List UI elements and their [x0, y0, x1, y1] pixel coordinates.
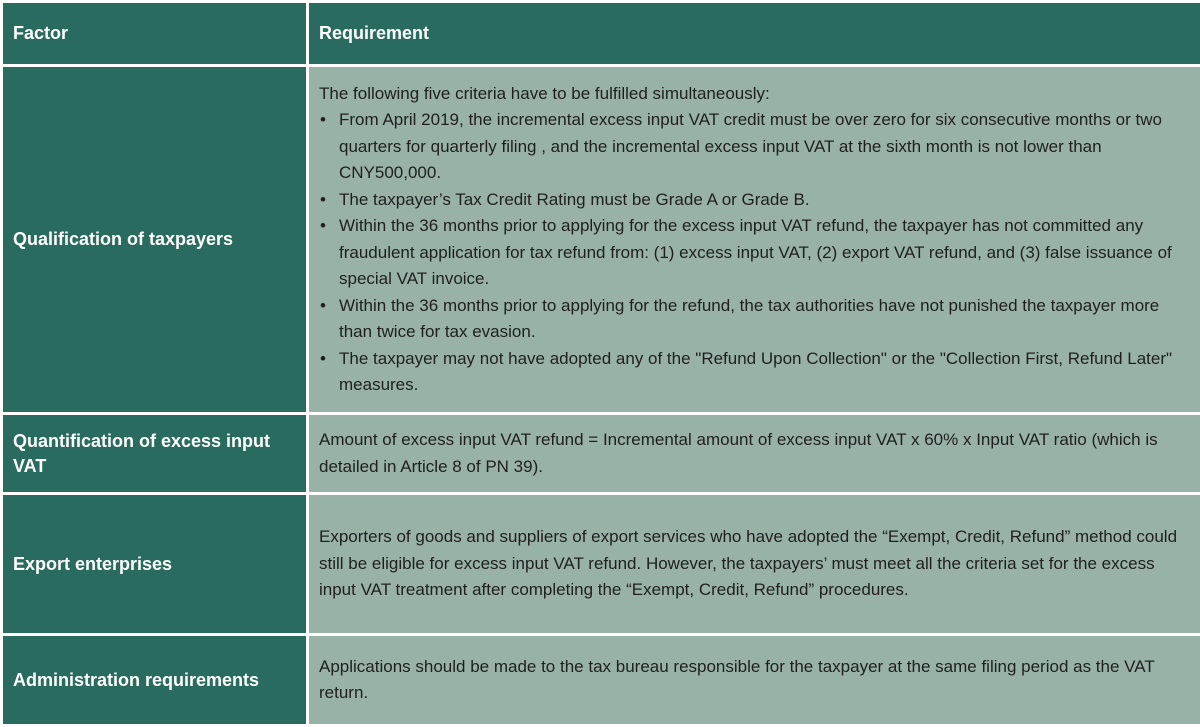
criteria-intro: The following five criteria have to be fulfilled simultaneously:: [319, 81, 1188, 108]
table-row: [2, 635, 1200, 726]
requirement-cell: Applications should be made to the tax bureau responsible for the taxpayer at the same filing period as the VAT return.: [308, 635, 1200, 726]
criteria-item: [319, 107, 1188, 187]
bullet-icon: •: [320, 107, 326, 134]
bullet-icon: •: [320, 346, 326, 373]
bullet-icon: •: [320, 293, 326, 320]
criteria-text: Within the 36 months prior to applying for the excess input VAT refund, the taxpayer has not committed any fraudulent application for tax refund from: (1) excess input VAT, (2) export VAT refund, and (3) false issuance of special VAT invoice.: [339, 216, 1172, 288]
criteria-item: [319, 187, 1188, 214]
bullet-icon: •: [320, 213, 326, 240]
criteria-item: [319, 293, 1188, 346]
requirement-cell: [308, 66, 1200, 414]
criteria-item: [319, 346, 1188, 399]
criteria-list: [319, 107, 1188, 399]
criteria-text: From April 2019, the incremental excess input VAT credit must be over zero for six consecutive months or two quarters for quarterly filing , and the incremental excess input VAT at the sixth month is not lower than CNY500,000.: [339, 110, 1162, 182]
requirement-cell: Exporters of goods and suppliers of export services who have adopted the “Exempt, Credit, Refund” method could still be eligible for excess input VAT refund. However, the taxpayers’ must meet all the criteria set for the excess input VAT treatment after completing the “Exempt, Credit, Refund” procedures.: [308, 494, 1200, 635]
table-row: [2, 494, 1200, 635]
criteria-item: [319, 213, 1188, 293]
header-factor: Factor: [2, 2, 308, 66]
factor-cell: Quantification of excess input VAT: [2, 414, 308, 494]
table-row: [2, 66, 1200, 414]
requirement-cell: Amount of excess input VAT refund = Incremental amount of excess input VAT x 60% x Input VAT ratio (which is detailed in Article 8 of PN 39).: [308, 414, 1200, 494]
factor-cell: Export enterprises: [2, 494, 308, 635]
criteria-text: The taxpayer’s Tax Credit Rating must be Grade A or Grade B.: [339, 190, 810, 209]
bullet-icon: •: [320, 187, 326, 214]
table-row: [2, 414, 1200, 494]
factor-cell: Administration requirements: [2, 635, 308, 726]
header-requirement: Requirement: [308, 2, 1200, 66]
header-row: [2, 2, 1200, 66]
criteria-text: The taxpayer may not have adopted any of the "Refund Upon Collection" or the "Collection First, Refund Later" measures.: [339, 349, 1172, 395]
factor-cell: Qualification of taxpayers: [2, 66, 308, 414]
criteria-text: Within the 36 months prior to applying for the refund, the tax authorities have not punished the taxpayer more than twice for tax evasion.: [339, 296, 1159, 342]
